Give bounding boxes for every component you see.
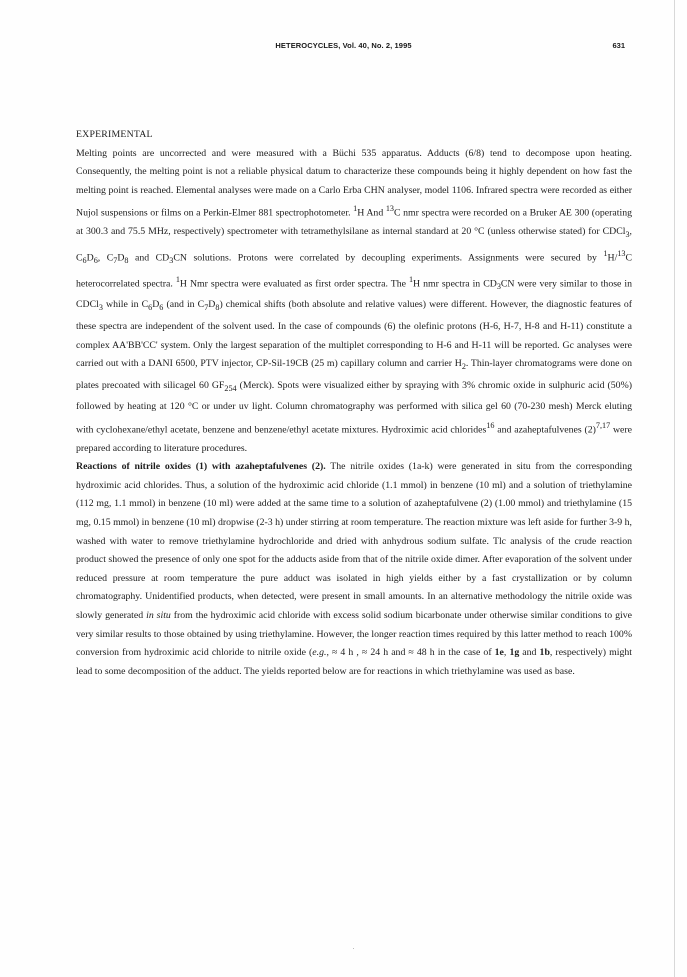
scan-speck — [353, 948, 354, 949]
reactions-subheading: Reactions of nitrile oxides (1) with azaheptafulvenes (2). — [76, 461, 326, 473]
experimental-paragraph: Melting points are uncorrected and were measured with a Büchi 535 apparatus. Adducts (6/8) tend to decompose upon heating. Consequently, the melting point is not a reliable physical datum to characterize these compounds being it highly dependent on how fast the melting point is reached. Elemental analyses were made on a Carlo Erba CHN analyser, model 1106. Infrared spectra were recorded as either Nujol suspensions or films on a Perkin-Elmer 881 spectrophotometer. $^1$H And $^{13}$C nmr spectra were recorded on a Bruker AE 300 (operating at 300.3 and 75.5 MHz, respectively) spectrometer with tetramethylsilane as internal standard at 20 °C (unless otherwise stated) for CDCl$_3$, $C_6D_6$, $C_7D_8$ and $CD_3CN$ solutions. Protons were correlated by decoupling experiments. Assignments were secured by $^1$H/$^{13}$C heterocorrelated spectra. $^1$H Nmr spectra were evaluated as first order spectra. The $^1$H nmr spectra in $CD_3CN$ were very similar to those in CDCl$_3$ while in $C_6D_6$ (and in $C_7D_8$) chemical shifts (both absolute and relative values) were different. However, the diagnostic features of these spectra are independent of the solvent used. In the case of compounds (6) the olefinic protons (H-6, H-7, H-8 and H-11) constitute a complex AA'BB'CC' system. Only the largest separation of the multiplet corresponding to H-6 and H-11 will be reported. Gc analyses were carried out with a DANI 6500, PTV injector, CP-Sil-19CB (25 m) capillary column and carrier $H_2$. Thin-layer chromatograms were done on plates precoated with silicagel 60 $GF_{254}$ (Merck). Spots were visualized either by spraying with 3% chromic oxide in sulphuric acid (50%) followed by heating at 120 °C or under uv light. Column chromatography was performed with silica gel 60 (70-230 mesh) Merck eluting with cyclohexane/ethyl acetate, benzene and benzene/ethyl acetate mixtures. Hydroximic acid chlorides$^{16}$ and azaheptafulvenes $(2)^{7,17}$ were prepared according to literature procedures. — [76, 147, 633, 454]
page-number: 631 — [612, 41, 625, 50]
reactions-paragraph: Reactions of nitrile oxides (1) with azaheptafulvenes (2). The nitrile oxides (1a-k) were generated in situ from the corresponding hydroximic acid chlorides. Thus, a solution of the hydroximic acid chloride (1.1 mmol) in benzene (10 ml) and a solution of triethylamine (112 mg, 1.1 mmol) in benzene (10 ml) were added at the same time to a solution of azaheptafulvene (2) (1.00 mmol) and triethylamine (15 mg, 0.15 mmol) in benzene (10 ml) dropwise (2-3 h) under stirring at room temperature. The reaction mixture was left aside for further 3-9 h, washed with water to remove triethylamine hydrochloride and dried with anhydrous sodium sulfate. Tlc analysis of the crude reaction product showed the presence of only one spot for the adducts aside from that of the nitrile oxide dimer. After evaporation of the solvent under reduced pressure at room temperature the pure adduct was isolated in high yields either by a fast crystallization or by column chromatography. Unidentified products, when detected, were present in small amounts. In an alternative methodology the nitrile oxide was slowly generated in situ from the hydroximic acid chloride with excess solid sodium bicarbonate under otherwise similar conditions to give very similar results to those obtained by using triethylamine. However, the longer reaction times required by this latter method to reach 100% conversion from hydroximic acid chloride to nitrile oxide (e.g., ≈ 4 h , ≈ 24 h and ≈ 48 h in the case of 1e, 1g and 1b, respectively) might lead to some decomposition of the adduct. The yields reported below are for reactions in which triethylamine was used as base. — [76, 461, 633, 677]
article-body — [76, 126, 632, 681]
running-header — [0, 41, 687, 55]
scan-edge-line — [674, 0, 675, 977]
journal-citation: HETEROCYCLES, Vol. 40, No. 2, 1995 — [275, 41, 412, 50]
section-heading: EXPERIMENTAL — [76, 129, 153, 140]
